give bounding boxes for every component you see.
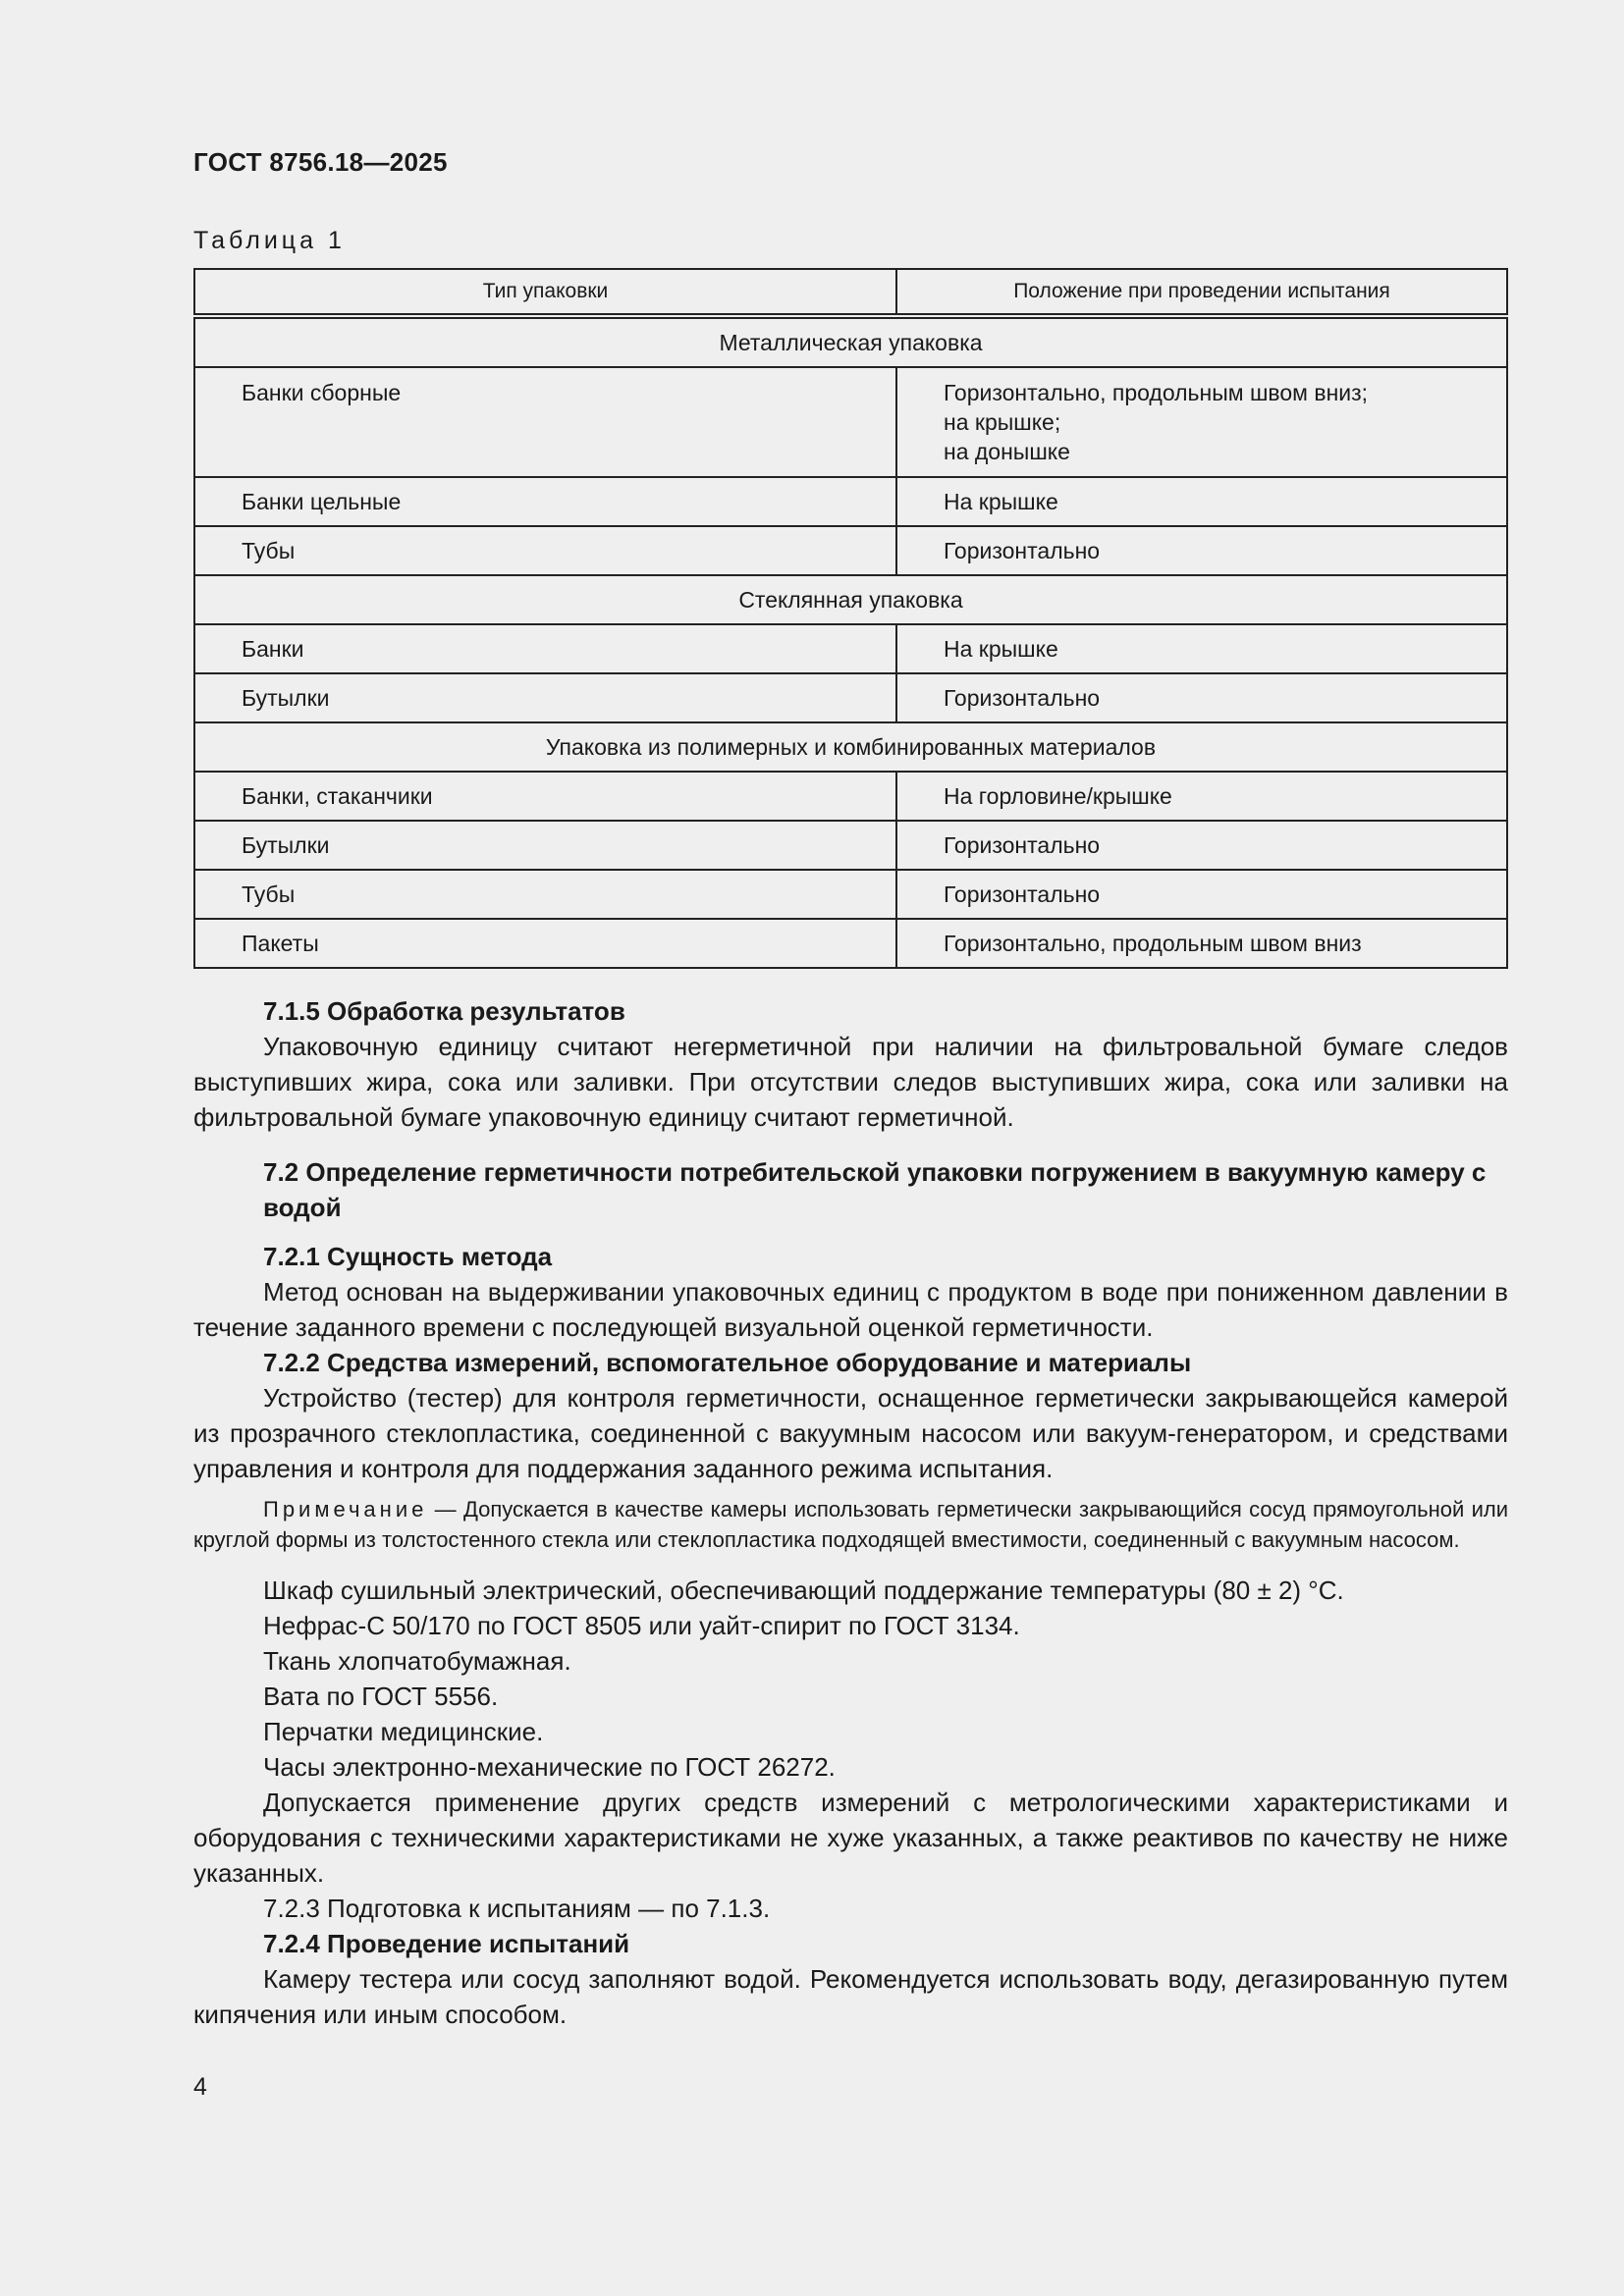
section-heading-7-1-5: 7.1.5 Обработка результатов xyxy=(263,996,625,1026)
group-title: Упаковка из полимерных и комбинированных материалов xyxy=(194,722,1507,772)
cell-position: На горловине/крышке xyxy=(896,772,1507,821)
table-row xyxy=(194,477,1507,526)
note-text: — Допускается в качестве камеры использовать герметически закрывающийся сосуд прямоугольной или круглой формы из толстостенного стекла или стеклопластика подходящей вместимости, соединенный с вакуумным насосом. xyxy=(193,1497,1508,1552)
table-row xyxy=(194,367,1507,477)
section-heading-7-2-2: 7.2.2 Средства измерений, вспомогательное оборудование и материалы xyxy=(263,1348,1192,1377)
cell-type: Банки, стаканчики xyxy=(194,772,896,821)
cell-position: Горизонтально, продольным швом вниз xyxy=(896,919,1507,968)
note-label: Примечание xyxy=(263,1497,428,1522)
table-group-row xyxy=(194,575,1507,624)
cell-type: Пакеты xyxy=(194,919,896,968)
list-item: Шкаф сушильный электрический, обеспечивающий поддержание температуры (80 ± 2) °С. xyxy=(263,1575,1344,1605)
table-row xyxy=(194,870,1507,919)
note xyxy=(193,1494,1508,1555)
list-item: Часы электронно-механические по ГОСТ 26272. xyxy=(263,1752,836,1782)
column-header-type: Тип упаковки xyxy=(194,269,896,316)
cell-position-line: на донышке xyxy=(944,439,1070,464)
cell-position xyxy=(896,367,1507,477)
paragraph: Допускается применение других средств измерений с метрологическими характеристиками и оборудования с техническими характеристиками не хуже указанных, а также реактивов по качеству не ниже указанных. xyxy=(193,1788,1508,1888)
document-header: ГОСТ 8756.18—2025 xyxy=(193,147,448,177)
table-header-row xyxy=(194,269,1507,316)
table-row xyxy=(194,526,1507,575)
table-group-row xyxy=(194,722,1507,772)
table-group-row xyxy=(194,316,1507,367)
cell-type: Бутылки xyxy=(194,673,896,722)
table-row xyxy=(194,821,1507,870)
column-header-position: Положение при проведении испытания xyxy=(896,269,1507,316)
cell-position: На крышке xyxy=(896,624,1507,673)
cell-position: Горизонтально xyxy=(896,821,1507,870)
paragraph: Упаковочную единицу считают негерметичной при наличии на фильтровальной бумаге следов выступивших жира, сока или заливки. При отсутствии следов выступивших жира, сока или заливки на фильтровальной бумаге упаковочную единицу считают герметичной. xyxy=(193,1032,1508,1132)
cell-position: На крышке xyxy=(896,477,1507,526)
cell-type: Бутылки xyxy=(194,821,896,870)
section-heading-7-2-4: 7.2.4 Проведение испытаний xyxy=(263,1929,630,1958)
table-caption: Таблица 1 xyxy=(193,227,346,254)
table-row xyxy=(194,919,1507,968)
table-row xyxy=(194,624,1507,673)
cell-position-line: Горизонтально, продольным швом вниз; xyxy=(944,380,1369,405)
section-7-2-3: 7.2.3 Подготовка к испытаниям — по 7.1.3. xyxy=(263,1894,771,1923)
section-heading-7-2-1: 7.2.1 Сущность метода xyxy=(263,1242,553,1271)
packaging-table xyxy=(193,268,1508,969)
cell-position: Горизонтально xyxy=(896,870,1507,919)
cell-type: Тубы xyxy=(194,870,896,919)
cell-type: Тубы xyxy=(194,526,896,575)
cell-type: Банки xyxy=(194,624,896,673)
paragraph: Устройство (тестер) для контроля герметичности, оснащенное герметически закрывающейся камерой из прозрачного стеклопластика, соединенной с вакуумным насосом или вакуум-генератором, и средствами управления и контроля для поддержания заданного режима испытания. xyxy=(193,1383,1508,1483)
page-number: 4 xyxy=(193,2073,207,2101)
list-item: Нефрас-С 50/170 по ГОСТ 8505 или уайт-спирит по ГОСТ 3134. xyxy=(263,1611,1020,1640)
list-item: Вата по ГОСТ 5556. xyxy=(263,1682,499,1711)
group-title: Металлическая упаковка xyxy=(194,316,1507,367)
list-item: Перчатки медицинские. xyxy=(263,1717,544,1746)
paragraph: Камеру тестера или сосуд заполняют водой. Рекомендуется использовать воду, дегазированную путем кипячения или иным способом. xyxy=(193,1964,1508,2029)
body-text xyxy=(193,993,1508,2032)
paragraph: Метод основан на выдерживании упаковочных единиц с продуктом в воде при пониженном давлении в течение заданного времени с последующей визуальной оценкой герметичности. xyxy=(193,1277,1508,1342)
list-item: Ткань хлопчатобумажная. xyxy=(263,1646,571,1676)
cell-position-line: на крышке; xyxy=(944,409,1061,435)
cell-position: Горизонтально xyxy=(896,673,1507,722)
section-heading-7-2: 7.2 Определение герметичности потребительской упаковки погружением в вакуумную камеру с водой xyxy=(263,1157,1487,1222)
table-row xyxy=(194,772,1507,821)
cell-type: Банки сборные xyxy=(194,367,896,477)
cell-type: Банки цельные xyxy=(194,477,896,526)
group-title: Стеклянная упаковка xyxy=(194,575,1507,624)
table-row xyxy=(194,673,1507,722)
cell-position: Горизонтально xyxy=(896,526,1507,575)
